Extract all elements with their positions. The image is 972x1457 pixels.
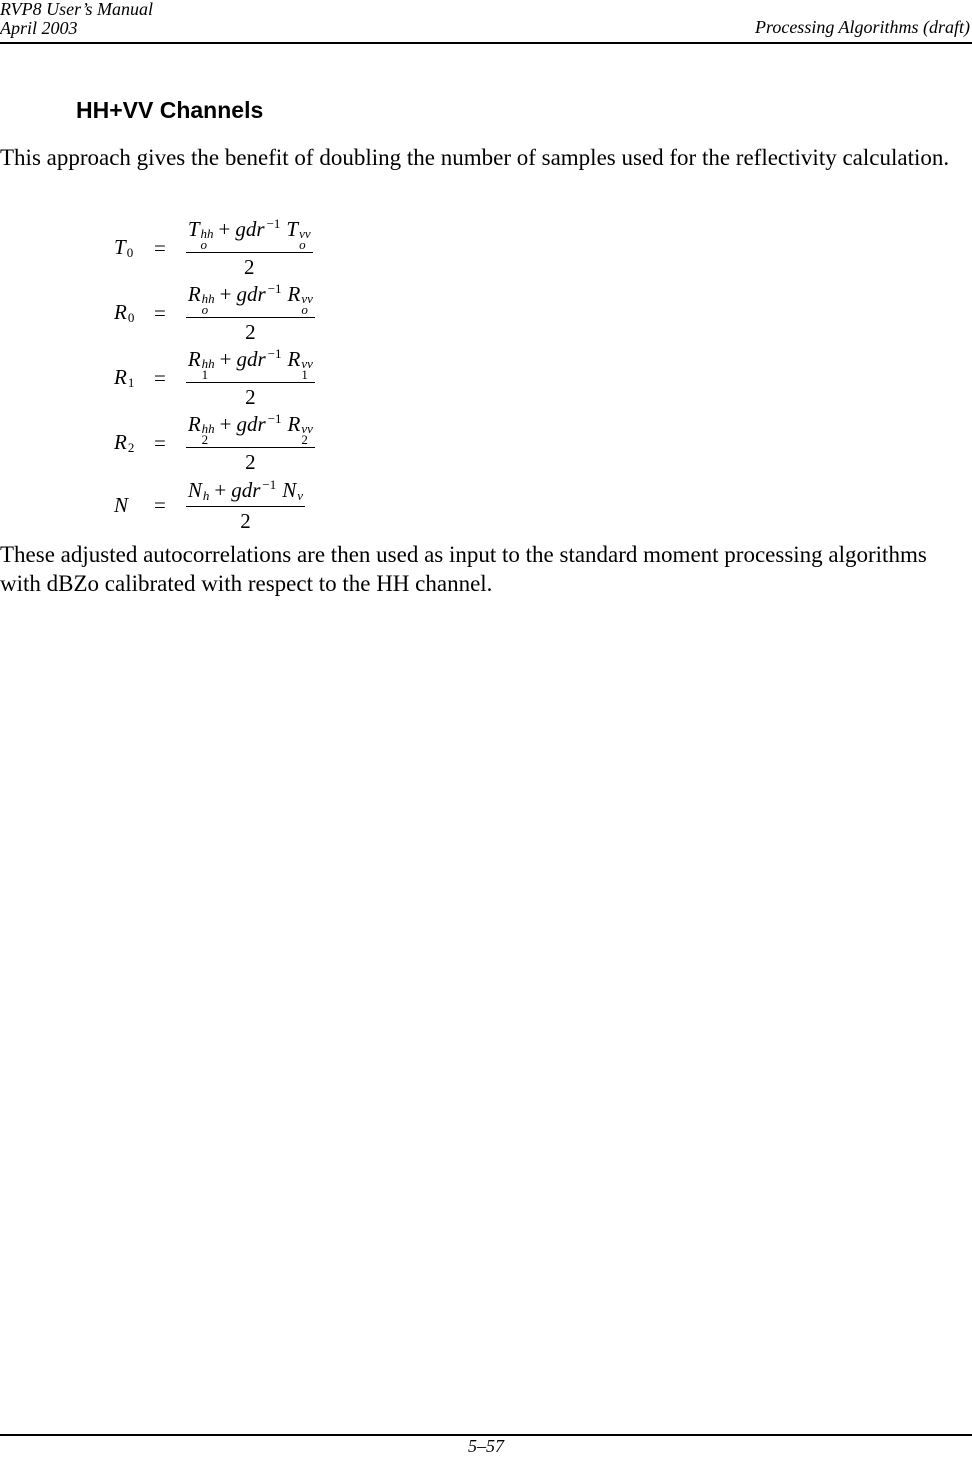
numerator: T hh o + gdr $^{-1}$ T vv o — [187, 216, 311, 252]
numerator: R hh 1 + gdr $^{-1}$ R vv 1 — [187, 346, 313, 382]
outro-paragraph: These adjusted autocorrelations are then used as input to the standard moment processing algorithms with dBZo calibrated with respect to the HH channel. — [0, 542, 927, 596]
eq-lhs: $R_0$ — [114, 300, 135, 325]
numerator: R hh o + gdr $^{-1}$ R vv o — [187, 281, 313, 317]
denominator: 2 — [243, 255, 255, 279]
eq-lhs: N — [114, 493, 129, 517]
equation-r2 — [114, 411, 315, 475]
running-header-section: Processing Algorithms (draft) — [755, 17, 970, 37]
fraction — [186, 411, 315, 475]
equals-sign: = — [154, 430, 166, 455]
manual-date: April 2003 — [0, 18, 78, 38]
fraction — [186, 477, 305, 534]
denominator: 2 — [240, 509, 251, 533]
eq-lhs: $R_2$ — [114, 430, 135, 455]
fraction — [186, 216, 313, 280]
eq-lhs: $T_0$ — [114, 235, 134, 260]
manual-title: RVP8 User’s Manual — [0, 0, 153, 19]
running-header-left — [0, 0, 153, 38]
intro-paragraph: This approach gives the benefit of doubling the number of samples used for the reflectivity calculation. — [0, 145, 950, 170]
numerator: R hh 2 + gdr $^{-1}$ R vv 2 — [187, 411, 313, 447]
equation-r1 — [114, 346, 315, 410]
numerator: $N_h$ + gdr $^{-1}$ $N_v$ — [186, 477, 305, 507]
equation-n — [114, 477, 305, 534]
fraction — [186, 346, 315, 410]
equals-sign: = — [154, 300, 166, 325]
section-heading: HH+VV Channels — [76, 97, 264, 123]
equation-t0 — [114, 216, 313, 280]
fraction — [186, 281, 315, 345]
header-rule — [0, 42, 972, 44]
denominator: 2 — [245, 450, 256, 474]
page-number: 5–57 — [468, 1436, 504, 1456]
equation-r0 — [114, 281, 315, 345]
denominator: 2 — [245, 320, 256, 344]
equals-sign: = — [154, 235, 166, 260]
eq-lhs: $R_1$ — [114, 365, 135, 390]
equals-sign: = — [154, 365, 166, 390]
equals-sign: = — [154, 493, 166, 517]
denominator: 2 — [245, 385, 256, 409]
